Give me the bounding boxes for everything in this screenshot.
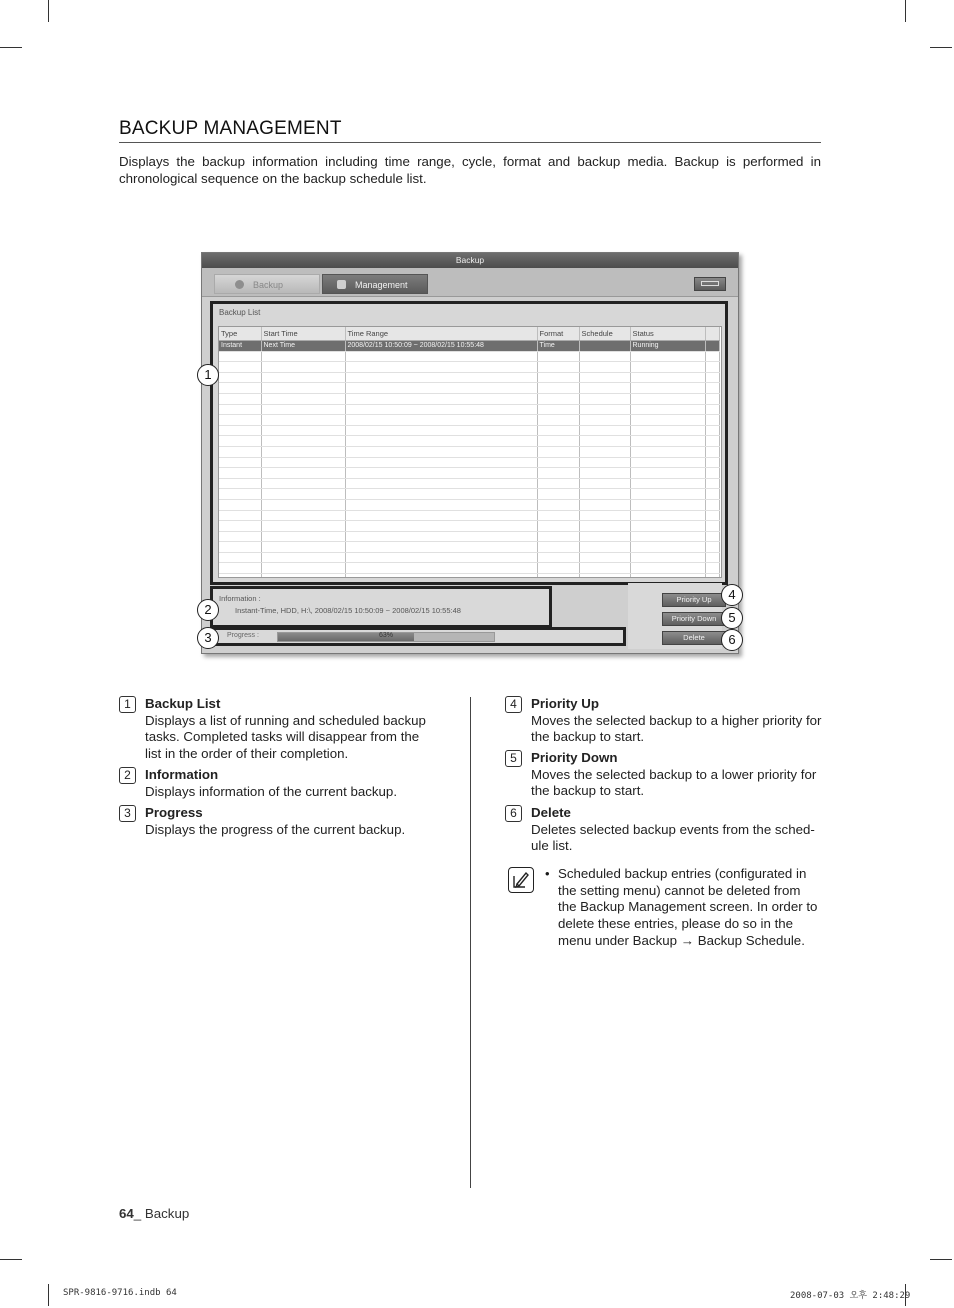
table-cell bbox=[261, 372, 345, 383]
item-number: 6 bbox=[505, 805, 522, 822]
table-row[interactable] bbox=[219, 552, 719, 563]
table-cell bbox=[261, 425, 345, 436]
table-cell bbox=[630, 468, 705, 479]
table-cell: Running bbox=[630, 341, 705, 352]
table-cell bbox=[705, 574, 719, 578]
keyboard-button[interactable] bbox=[694, 277, 726, 291]
table-cell bbox=[261, 362, 345, 373]
table-cell bbox=[345, 574, 537, 578]
print-file-mark: SPR-9816-9716.indb 64 bbox=[63, 1288, 177, 1298]
table-cell bbox=[579, 552, 630, 563]
item-title: Priority Up bbox=[531, 696, 599, 711]
table-cell bbox=[630, 478, 705, 489]
table-cell bbox=[579, 393, 630, 404]
priority-up-button[interactable]: Priority Up bbox=[662, 593, 726, 607]
table-cell bbox=[630, 542, 705, 553]
item-number: 3 bbox=[119, 805, 136, 822]
table-cell bbox=[345, 468, 537, 479]
table-cell bbox=[537, 542, 579, 553]
table-cell bbox=[630, 436, 705, 447]
callout-3: 3 bbox=[197, 627, 219, 649]
table-cell bbox=[630, 372, 705, 383]
table-cell: Next Time bbox=[261, 341, 345, 352]
column-header-spacer bbox=[705, 327, 719, 341]
table-cell bbox=[630, 457, 705, 468]
table-cell bbox=[579, 468, 630, 479]
table-cell bbox=[537, 393, 579, 404]
table-row[interactable] bbox=[219, 542, 719, 553]
table-cell bbox=[579, 341, 630, 352]
table-cell bbox=[579, 521, 630, 532]
item-body: Displays a list of running and scheduled backup tasks. Completed tasks will disappear from the list in the order of their completion. bbox=[145, 712, 426, 761]
table-row[interactable] bbox=[219, 341, 719, 352]
table-cell bbox=[261, 415, 345, 426]
table-cell bbox=[705, 425, 719, 436]
item-title: Delete bbox=[531, 805, 571, 820]
table-cell bbox=[219, 362, 261, 373]
crop-mark bbox=[0, 47, 22, 48]
table-cell bbox=[705, 383, 719, 394]
table-cell bbox=[705, 499, 719, 510]
table-cell bbox=[219, 436, 261, 447]
table-cell bbox=[219, 552, 261, 563]
table-cell bbox=[345, 499, 537, 510]
note-text: Scheduled backup entries (configurated in the setting menu) cannot be deleted from the Backup Management screen. In order to delete these entries, please do so in the menu under Backup → Backup Schedule. bbox=[558, 866, 818, 948]
table-cell bbox=[345, 393, 537, 404]
table-cell bbox=[579, 362, 630, 373]
table-cell bbox=[705, 341, 719, 352]
table-cell bbox=[537, 372, 579, 383]
tab-backup[interactable] bbox=[214, 274, 320, 294]
table-cell bbox=[537, 457, 579, 468]
table-cell bbox=[537, 436, 579, 447]
table-cell bbox=[579, 372, 630, 383]
table-cell bbox=[261, 563, 345, 574]
table-cell bbox=[261, 457, 345, 468]
page-number: 64 bbox=[119, 1206, 134, 1221]
delete-button[interactable]: Delete bbox=[662, 631, 726, 645]
table-row[interactable] bbox=[219, 404, 719, 415]
button-panel bbox=[628, 583, 722, 649]
table-cell bbox=[705, 531, 719, 542]
item-title: Information bbox=[145, 767, 219, 782]
backup-icon bbox=[235, 280, 244, 289]
table-cell bbox=[345, 404, 537, 415]
table-cell bbox=[705, 372, 719, 383]
table-cell bbox=[345, 521, 537, 532]
table-cell bbox=[219, 383, 261, 394]
table-cell bbox=[219, 415, 261, 426]
progress-percent: 63% bbox=[378, 632, 393, 639]
table-cell bbox=[219, 574, 261, 578]
table-cell bbox=[579, 542, 630, 553]
table-cell: Time bbox=[537, 341, 579, 352]
table-cell bbox=[219, 425, 261, 436]
table-cell bbox=[219, 393, 261, 404]
table-cell bbox=[261, 531, 345, 542]
table-cell bbox=[630, 446, 705, 457]
table-cell bbox=[345, 446, 537, 457]
table-cell bbox=[630, 425, 705, 436]
table-cell bbox=[537, 489, 579, 500]
item-body: Displays information of the current backup. bbox=[145, 783, 398, 799]
table-cell bbox=[219, 563, 261, 574]
table-cell: Instant bbox=[219, 341, 261, 352]
table-row[interactable] bbox=[219, 489, 719, 500]
column-header: Schedule bbox=[579, 327, 630, 341]
tab-management-label: Management bbox=[355, 280, 408, 290]
item-title: Progress bbox=[145, 805, 203, 820]
table-cell bbox=[219, 478, 261, 489]
table-cell bbox=[537, 574, 579, 578]
table-row[interactable] bbox=[219, 372, 719, 383]
item-body: Moves the selected backup to a lower priority for the backup to start. bbox=[531, 766, 817, 798]
table-cell bbox=[537, 468, 579, 479]
table-cell bbox=[219, 531, 261, 542]
crop-mark bbox=[0, 1259, 22, 1260]
table-cell bbox=[579, 415, 630, 426]
crop-mark bbox=[905, 0, 906, 22]
table-cell bbox=[219, 351, 261, 362]
column-header: Type bbox=[219, 327, 261, 341]
table-cell bbox=[261, 542, 345, 553]
table-cell bbox=[705, 351, 719, 362]
table-cell bbox=[579, 574, 630, 578]
table-row[interactable] bbox=[219, 415, 719, 426]
table-row[interactable] bbox=[219, 478, 719, 489]
table-cell bbox=[219, 404, 261, 415]
table-cell bbox=[705, 510, 719, 521]
table-cell bbox=[705, 362, 719, 373]
table-cell bbox=[537, 499, 579, 510]
backup-screen-figure bbox=[201, 252, 739, 654]
item-body: Displays the progress of the current backup. bbox=[145, 821, 406, 837]
table-cell bbox=[261, 383, 345, 394]
table-cell bbox=[537, 563, 579, 574]
table-cell bbox=[630, 521, 705, 532]
column-divider bbox=[470, 697, 471, 1188]
table-cell bbox=[261, 436, 345, 447]
page-footer bbox=[119, 1206, 189, 1221]
table-cell bbox=[261, 478, 345, 489]
table-cell bbox=[630, 552, 705, 563]
table-row[interactable] bbox=[219, 457, 719, 468]
crop-mark bbox=[48, 0, 49, 22]
item-number: 1 bbox=[119, 696, 136, 713]
table-cell bbox=[630, 489, 705, 500]
item-number: 2 bbox=[119, 767, 136, 784]
tab-bar bbox=[202, 268, 738, 297]
progress-panel bbox=[210, 627, 626, 646]
table-row[interactable] bbox=[219, 425, 719, 436]
window-title: Backup bbox=[202, 253, 738, 268]
table-cell bbox=[579, 499, 630, 510]
table-cell bbox=[219, 446, 261, 457]
table-cell bbox=[261, 510, 345, 521]
section-title: BACKUP MANAGEMENT bbox=[119, 118, 821, 143]
column-header: Format bbox=[537, 327, 579, 341]
progress-bar bbox=[277, 632, 495, 642]
database-icon bbox=[337, 280, 346, 289]
table-row[interactable] bbox=[219, 531, 719, 542]
table-row[interactable] bbox=[219, 499, 719, 510]
table-cell bbox=[579, 478, 630, 489]
table-cell bbox=[261, 446, 345, 457]
table-cell bbox=[705, 478, 719, 489]
table-row[interactable] bbox=[219, 468, 719, 479]
table-cell bbox=[345, 362, 537, 373]
table-cell bbox=[579, 563, 630, 574]
table-cell bbox=[261, 499, 345, 510]
table-cell bbox=[345, 489, 537, 500]
table-cell bbox=[630, 415, 705, 426]
table-cell bbox=[630, 362, 705, 373]
table-row[interactable] bbox=[219, 521, 719, 532]
table-cell bbox=[705, 436, 719, 447]
note-icon bbox=[508, 867, 534, 893]
information-text: Instant-Time, HDD, H:\, 2008/02/15 10:50:09 ~ 2008/02/15 10:55:48 bbox=[235, 606, 461, 615]
table-cell bbox=[630, 383, 705, 394]
table-cell bbox=[630, 404, 705, 415]
table-cell: 2008/02/15 10:50:09 ~ 2008/02/15 10:55:48 bbox=[345, 341, 537, 352]
table-cell bbox=[261, 489, 345, 500]
table-cell bbox=[630, 351, 705, 362]
table-cell bbox=[261, 393, 345, 404]
table-cell bbox=[705, 521, 719, 532]
table-cell bbox=[345, 415, 537, 426]
table-cell bbox=[630, 393, 705, 404]
crop-mark bbox=[930, 47, 952, 48]
table-cell bbox=[219, 489, 261, 500]
item-body: Moves the selected backup to a higher priority for the backup to start. bbox=[531, 712, 822, 744]
table-cell bbox=[219, 499, 261, 510]
table-cell bbox=[705, 489, 719, 500]
tab-management[interactable] bbox=[322, 274, 428, 294]
table-row[interactable] bbox=[219, 351, 719, 362]
table-cell bbox=[579, 404, 630, 415]
table-cell bbox=[345, 531, 537, 542]
table-cell bbox=[219, 468, 261, 479]
table-cell bbox=[630, 531, 705, 542]
table-cell bbox=[630, 563, 705, 574]
table-cell bbox=[345, 457, 537, 468]
table-cell bbox=[219, 521, 261, 532]
table-cell bbox=[261, 521, 345, 532]
table-cell bbox=[261, 552, 345, 563]
table-cell bbox=[630, 574, 705, 578]
backup-list-table bbox=[218, 326, 722, 578]
table-cell bbox=[579, 510, 630, 521]
table-row[interactable] bbox=[219, 383, 719, 394]
table-cell bbox=[537, 521, 579, 532]
table-cell bbox=[537, 531, 579, 542]
table-cell bbox=[219, 457, 261, 468]
callout-1: 1 bbox=[197, 364, 219, 386]
table-cell bbox=[219, 372, 261, 383]
table-cell bbox=[705, 446, 719, 457]
table-cell bbox=[345, 372, 537, 383]
table-row[interactable] bbox=[219, 510, 719, 521]
intro-paragraph: Displays the backup information including time range, cycle, format and backup media. Backup is performed in chronological sequence on the backup schedule list. bbox=[119, 154, 821, 186]
table-cell bbox=[261, 351, 345, 362]
table-cell bbox=[705, 552, 719, 563]
table-row[interactable] bbox=[219, 446, 719, 457]
table-row[interactable] bbox=[219, 563, 719, 574]
table-cell bbox=[345, 425, 537, 436]
table-row[interactable] bbox=[219, 362, 719, 373]
table-cell bbox=[705, 563, 719, 574]
callout-6: 6 bbox=[721, 629, 743, 651]
table-cell bbox=[261, 404, 345, 415]
progress-label: Progress : bbox=[227, 632, 259, 639]
table-cell bbox=[537, 351, 579, 362]
crop-mark bbox=[48, 1284, 49, 1306]
table-cell bbox=[219, 510, 261, 521]
keyboard-icon bbox=[701, 281, 719, 286]
table-cell bbox=[537, 552, 579, 563]
table-cell bbox=[261, 574, 345, 578]
table-cell bbox=[537, 415, 579, 426]
table-cell bbox=[579, 383, 630, 394]
table-cell bbox=[705, 457, 719, 468]
item-body: Deletes selected backup events from the sched-ule list. bbox=[531, 821, 815, 853]
table-cell bbox=[345, 563, 537, 574]
table-cell bbox=[261, 468, 345, 479]
table-cell bbox=[219, 542, 261, 553]
table-cell bbox=[579, 531, 630, 542]
information-label: Information : bbox=[219, 594, 261, 603]
table-cell bbox=[537, 425, 579, 436]
table-row[interactable] bbox=[219, 574, 719, 578]
table-cell bbox=[537, 478, 579, 489]
priority-down-button[interactable]: Priority Down bbox=[662, 612, 726, 626]
item-title: Backup List bbox=[145, 696, 221, 711]
column-header: Status bbox=[630, 327, 705, 341]
backup-list-caption: Backup List bbox=[219, 308, 261, 317]
item-title: Priority Down bbox=[531, 750, 618, 765]
callout-2: 2 bbox=[197, 599, 219, 621]
table-cell bbox=[579, 489, 630, 500]
table-cell bbox=[579, 351, 630, 362]
table-cell bbox=[705, 393, 719, 404]
table-cell bbox=[537, 404, 579, 415]
backup-list-panel bbox=[210, 301, 728, 585]
note-bullet: • bbox=[545, 866, 550, 881]
table-cell bbox=[705, 404, 719, 415]
print-date-mark: 2008-07-03 오후 2:48:29 bbox=[790, 1291, 911, 1301]
crop-mark bbox=[930, 1259, 952, 1260]
table-cell bbox=[579, 457, 630, 468]
table-cell bbox=[579, 425, 630, 436]
table-cell bbox=[345, 478, 537, 489]
callout-4: 4 bbox=[721, 584, 743, 606]
information-panel bbox=[210, 586, 552, 628]
column-header: Start Time bbox=[261, 327, 345, 341]
table-cell bbox=[537, 510, 579, 521]
table-cell bbox=[579, 436, 630, 447]
table-cell bbox=[345, 436, 537, 447]
table-cell bbox=[630, 510, 705, 521]
callout-5: 5 bbox=[721, 607, 743, 629]
table-cell bbox=[579, 446, 630, 457]
table-cell bbox=[537, 362, 579, 373]
footer-section: _ Backup bbox=[133, 1206, 190, 1221]
table-cell bbox=[630, 499, 705, 510]
column-header: Time Range bbox=[345, 327, 537, 341]
table-cell bbox=[345, 542, 537, 553]
table-cell bbox=[537, 383, 579, 394]
table-cell bbox=[345, 351, 537, 362]
table-cell bbox=[345, 552, 537, 563]
item-number: 5 bbox=[505, 750, 522, 767]
table-cell bbox=[705, 468, 719, 479]
item-number: 4 bbox=[505, 696, 522, 713]
table-cell bbox=[345, 383, 537, 394]
tab-backup-label: Backup bbox=[253, 280, 284, 290]
table-row[interactable] bbox=[219, 436, 719, 447]
table-row[interactable] bbox=[219, 393, 719, 404]
table-cell bbox=[345, 510, 537, 521]
table-cell bbox=[705, 415, 719, 426]
table-cell bbox=[537, 446, 579, 457]
table-cell bbox=[705, 542, 719, 553]
